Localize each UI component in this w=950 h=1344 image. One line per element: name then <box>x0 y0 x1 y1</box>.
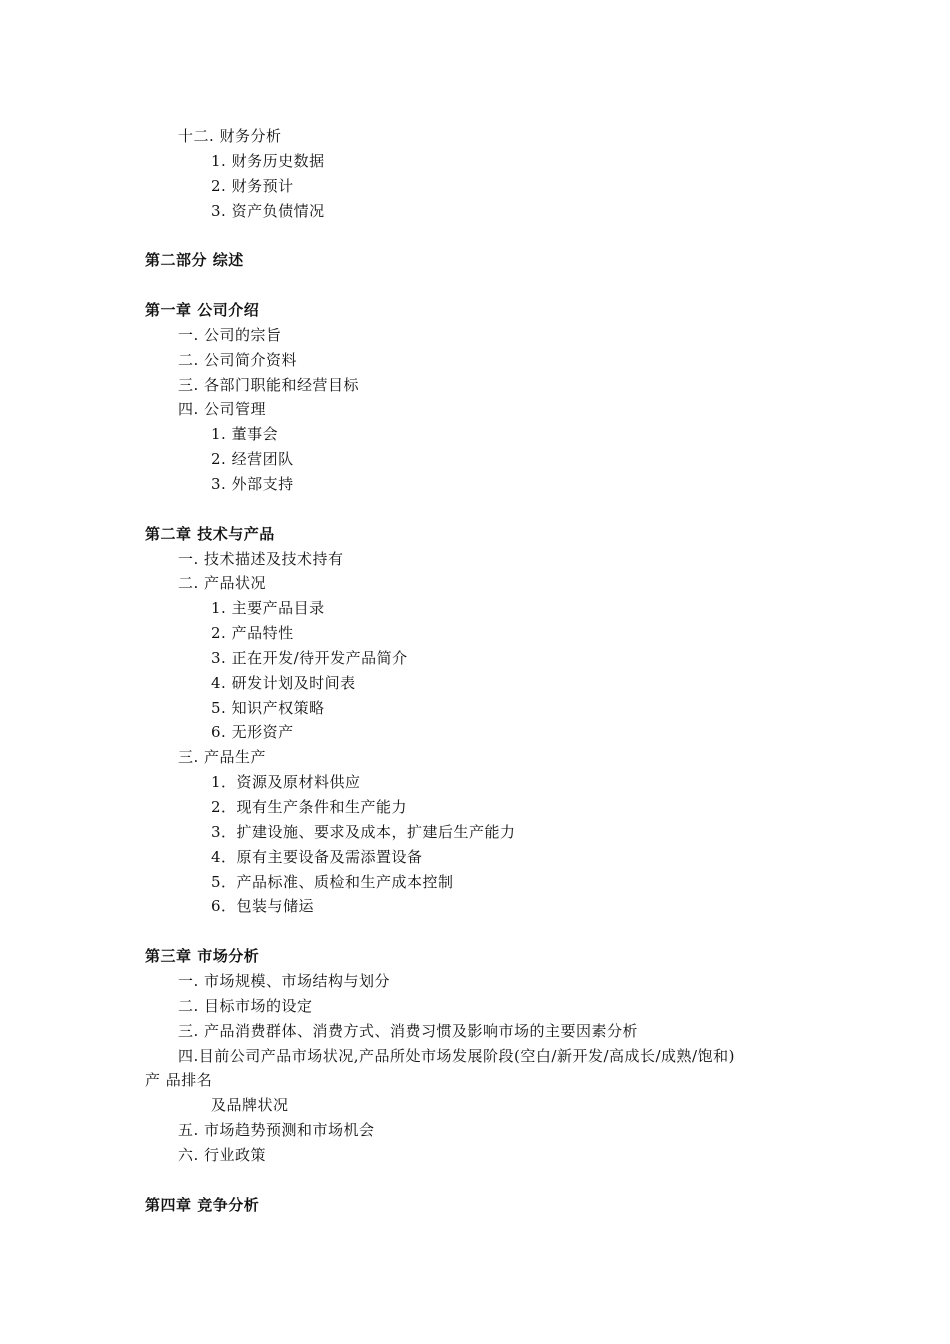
section-heading: 第四章 竞争分析 <box>145 1195 260 1214</box>
outline-item: 2. 产品特性 <box>211 624 294 642</box>
outline-item: 1．资源及原材料供应 <box>211 773 361 792</box>
outline-item: 五. 市场趋势预测和市场机会 <box>178 1121 375 1139</box>
outline-item: 4．原有主要设备及需添置设备 <box>211 847 423 866</box>
outline-item: 5. 知识产权策略 <box>211 698 325 717</box>
outline-item: 6. 无形资产 <box>211 723 294 742</box>
outline-item: 三. 产品生产 <box>178 748 267 767</box>
section-heading: 第一章 公司介绍 <box>145 301 260 319</box>
outline-item: 一. 市场规模、市场结构与划分 <box>178 971 391 990</box>
section-heading: 第二部分 综述 <box>145 251 244 270</box>
outline-item: 3. 正在开发/待开发产品简介 <box>211 648 408 667</box>
outline-item: 二. 公司简介资料 <box>178 350 298 369</box>
outline-item: 十二. 财务分析 <box>178 127 282 145</box>
outline-item: 3. 资产负债情况 <box>211 201 325 220</box>
outline-item: 三. 产品消费群体、消费方式、消费习惯及影响市场的主要因素分析 <box>178 1021 639 1040</box>
outline-item: 2. 经营团队 <box>211 450 294 469</box>
outline-item: 二. 目标市场的设定 <box>178 996 313 1015</box>
section-heading: 第三章 市场分析 <box>145 947 260 966</box>
outline-item: 四. 公司管理 <box>178 400 267 419</box>
outline-item: 3. 外部支持 <box>211 474 294 493</box>
outline-item: 四.目前公司产品市场状况,产品所处市场发展阶段(空白/新开发/高成长/成熟/饱和) <box>178 1046 735 1065</box>
outline-item: 4. 研发计划及时间表 <box>211 673 356 692</box>
outline-item: 2．现有生产条件和生产能力 <box>211 798 408 816</box>
outline-item: 产 品排名 <box>145 1071 213 1090</box>
outline-item: 6．包装与储运 <box>211 897 315 916</box>
outline-item: 3．扩建设施、要求及成本，扩建后生产能力 <box>211 822 516 841</box>
section-heading: 第二章 技术与产品 <box>145 524 275 543</box>
outline-item: 1. 财务历史数据 <box>211 151 325 170</box>
outline-item: 一. 公司的宗旨 <box>178 325 282 344</box>
outline-item: 三. 各部门职能和经营目标 <box>178 375 360 394</box>
outline-item: 二. 产品状况 <box>178 574 267 593</box>
outline-item: 1. 董事会 <box>211 425 279 444</box>
outline-item: 一. 技术描述及技术持有 <box>178 549 344 568</box>
outline-item: 及品牌状况 <box>211 1096 289 1115</box>
outline-item: 1. 主要产品目录 <box>211 599 325 618</box>
outline-item: 5．产品标准、质检和生产成本控制 <box>211 872 454 891</box>
outline-item: 2. 财务预计 <box>211 176 294 195</box>
outline-item: 六. 行业政策 <box>178 1145 267 1164</box>
